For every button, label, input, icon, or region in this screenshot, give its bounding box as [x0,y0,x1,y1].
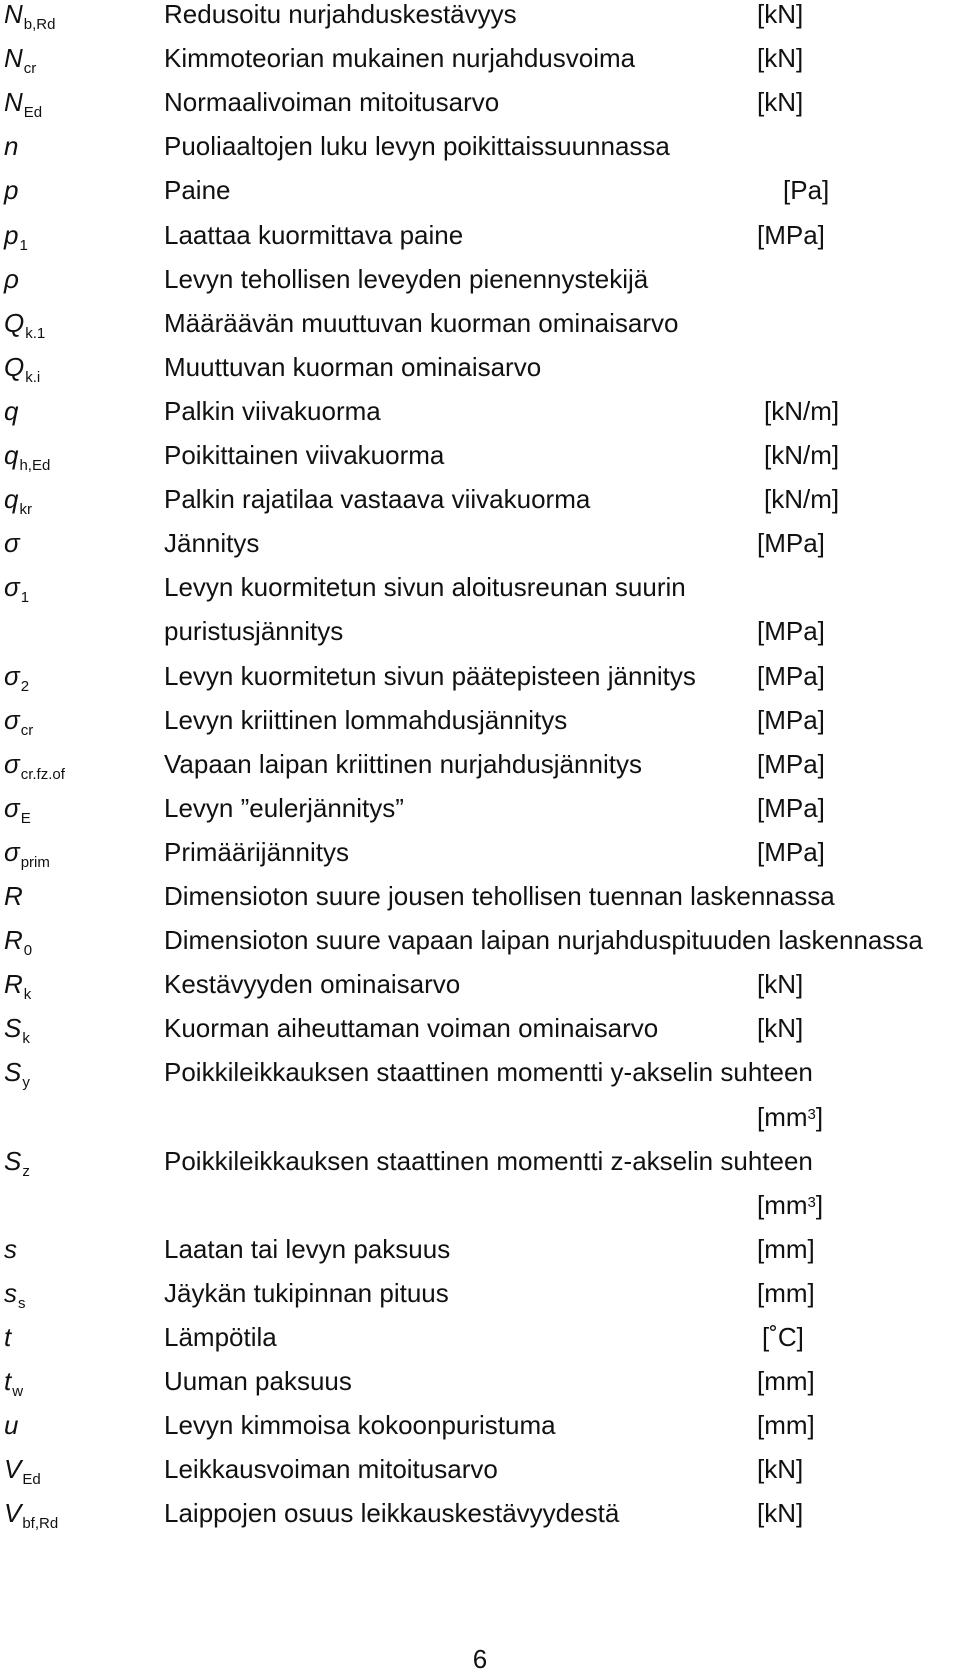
symbol-base: σ [4,528,20,559]
unit-text: [mm] [757,1410,815,1441]
symbol-row [0,700,960,740]
symbol-base: s [4,1233,17,1264]
symbol-row [0,259,960,299]
symbol [4,1273,26,1318]
symbol-unit [757,1008,803,1048]
symbol [4,920,32,965]
unit-exponent: 3 [807,1193,816,1211]
symbol-unit [757,832,825,872]
symbol-description: Poikittainen viivakuorma [164,440,445,470]
symbol [4,347,40,392]
symbol [4,1493,58,1538]
symbol-base: R [4,881,23,911]
symbol [4,215,28,260]
symbol-subscript: k [22,1030,30,1048]
symbol-description: Määräävän muuttuvan kuorman ominaisarvo [164,307,679,338]
unit-text: [kN] [757,1454,804,1485]
symbol-base: σ [4,572,20,603]
symbol-subscript: 2 [20,677,30,695]
symbol-description: Muuttuvan kuorman ominaisarvo [164,351,542,382]
symbol-subscript: b,Rd [23,16,56,33]
symbol [4,1405,18,1445]
symbol-description: Vapaan laipan kriittinen nurjahdusjännitys [164,748,642,779]
symbol-base: p [4,175,19,206]
symbol-row [0,744,960,784]
symbol-description: Levyn tehollisen leveyden pienennystekijä [164,263,649,294]
symbol-unit [764,391,839,431]
symbol [4,832,50,877]
symbol-base: q [4,484,19,515]
symbol-unit [757,1493,803,1533]
symbol-row [0,1097,960,1137]
symbol-description: Laattaa kuormittava paine [164,219,464,250]
symbol-description: Palkin rajatilaa vastaava viivakuorma [164,484,591,515]
symbol-unit [757,1185,823,1225]
symbol-description: Puoliaaltojen luku levyn poikittaissuunnassa [164,131,670,162]
symbol-row [0,1141,960,1181]
symbol [4,170,18,210]
symbol-row [0,215,960,255]
unit-text: [mm [757,1189,808,1220]
unit-close: ] [815,1189,824,1220]
symbol-base: t [4,1322,12,1352]
symbol-base: s [4,1277,17,1308]
symbol-base: σ [4,748,20,779]
symbol-row [0,1008,960,1048]
symbol-unit [757,1273,815,1313]
unit-text: [MPa] [757,836,825,867]
symbol [4,788,31,833]
unit-text: [kN] [757,0,804,29]
symbol-row [0,1185,960,1225]
symbol-base: Q [4,307,25,338]
symbol-row [0,1361,960,1401]
symbol [4,1317,11,1357]
symbol-row [0,479,960,519]
symbol [4,259,19,299]
symbol-row [0,38,960,78]
symbol-unit [757,1361,815,1401]
symbol-unit [757,1449,803,1489]
symbol-unit [757,656,825,696]
symbol-description: Levyn kuormitetun sivun aloitusreunan suurin [164,572,686,603]
symbol [4,567,29,612]
unit-exponent: 3 [807,1105,816,1123]
symbol-row [0,611,960,651]
symbol-description: Redusoitu nurjahduskestävyys [164,0,517,29]
symbol-subscript: w [12,1383,24,1401]
symbol-row [0,391,960,431]
symbol-base: S [4,1057,22,1088]
symbol-base: V [4,1454,22,1485]
symbol-subscript: Ed [22,1471,41,1489]
unit-text: [kN] [757,43,804,74]
symbol-subscript: z [22,1162,30,1180]
symbol-base: S [4,1013,22,1044]
symbol-subscript: cr [20,721,34,739]
symbol-description: Poikkileikkauksen staattinen momentti z-akselin suhteen [164,1145,813,1176]
unit-text: [kN] [757,969,804,1000]
symbol-row [0,435,960,475]
unit-text: [kN] [757,87,804,118]
symbol-row [0,920,960,960]
symbol-base: p [4,219,19,250]
symbol-unit [757,611,825,651]
symbol-base: σ [4,704,20,735]
symbol [4,126,18,166]
symbol-subscript: s [18,1294,26,1312]
symbol [4,656,29,701]
symbol-unit [757,38,803,78]
symbol [4,964,31,1009]
symbol-unit [757,744,825,784]
symbol [4,1361,23,1406]
symbol-row [0,126,960,166]
symbol-description: Laippojen osuus leikkauskestävyydestä [164,1498,620,1529]
symbol [4,391,18,431]
symbol-row [0,1052,960,1092]
unit-text: [MPa] [757,528,825,559]
symbol [4,303,45,348]
symbol-unit [757,788,825,828]
unit-text: [kN] [757,1498,804,1529]
symbol-row [0,788,960,828]
symbol [4,38,36,83]
symbol-subscript: 0 [23,942,33,960]
unit-text: [mm] [757,1366,815,1397]
unit-text: [kN/m] [764,440,840,470]
symbol-row [0,964,960,1004]
symbol-description: Kestävyyden ominaisarvo [164,969,461,1000]
symbol [4,876,23,916]
symbol-base: q [4,395,19,426]
symbol [4,1141,30,1186]
unit-text: [mm] [757,1277,815,1308]
symbol [4,1449,41,1494]
symbol [4,744,65,789]
symbol-row [0,303,960,343]
symbol-description: Leikkausvoiman mitoitusarvo [164,1454,498,1485]
symbol-row [0,567,960,607]
symbol-subscript: h,Ed [19,457,51,474]
symbol-description: Kuorman aiheuttaman voiman ominaisarvo [164,1013,659,1044]
symbol-base: u [4,1410,19,1441]
symbol-base: N [4,0,23,29]
symbol-base: σ [4,660,20,691]
symbol-unit [757,700,825,740]
symbol-description: Levyn ”eulerjännitys” [164,792,404,823]
symbol-row [0,1273,960,1313]
symbol-unit [757,1229,815,1269]
symbol-base: σ [4,836,20,867]
unit-text: [kN/m] [764,484,840,515]
symbol-subscript: k.i [25,368,41,386]
symbol-base: t [4,1366,12,1397]
symbol-unit [762,1317,804,1357]
symbol-subscript: k [23,986,32,1004]
symbol-description: Normaalivoiman mitoitusarvo [164,87,500,118]
symbol-base: S [4,1145,22,1176]
symbol-base: V [4,1498,22,1529]
symbol-row [0,1449,960,1489]
symbol-base: Q [4,351,25,382]
symbol-description: puristusjännitys [164,616,344,647]
symbol [4,1008,30,1053]
unit-text: [MPa] [757,660,825,691]
page-number: 6 [472,1644,488,1674]
symbol-subscript: Ed [23,104,43,122]
symbol-description: Uuman paksuus [164,1366,352,1397]
unit-text: [MPa] [757,792,825,823]
symbol [4,435,50,480]
symbol [4,0,55,39]
symbol-unit [757,1405,815,1445]
unit-text: [MPa] [757,219,825,250]
symbol-unit [757,523,825,563]
symbol-base: N [4,87,23,118]
symbol-unit [757,215,825,255]
symbol-unit [757,0,803,34]
unit-text: [kN/m] [764,395,840,426]
symbol-subscript: cr [23,60,37,78]
symbol-description: Levyn kimmoisa kokoonpuristuma [164,1410,556,1441]
symbol-base: N [4,43,23,74]
symbol-row [0,1317,960,1357]
symbol-unit [783,170,829,210]
symbol-base: σ [4,792,20,823]
symbol-description: Jännitys [164,528,260,559]
symbol-description: Paine [164,175,231,206]
symbol-unit [757,1097,823,1137]
symbol-row [0,656,960,696]
symbol-description: Laatan tai levyn paksuus [164,1233,451,1264]
symbol-row [0,523,960,563]
symbol-description: Levyn kuormitetun sivun päätepisteen jännitys [164,660,696,691]
symbol-description: Primäärijännitys [164,836,349,867]
unit-text: [mm] [757,1233,815,1264]
symbol [4,523,20,563]
symbol-subscript: 1 [19,236,28,254]
symbol-unit [764,479,839,519]
symbol [4,479,32,524]
unit-text: [MPa] [757,616,825,647]
symbol-description: Kimmoteorian mukainen nurjahdusvoima [164,43,636,74]
unit-text: [˚C] [762,1322,804,1352]
symbol-description: Dimensioton suure vapaan laipan nurjahduspituuden laskennassa [164,925,923,956]
symbol-subscript: cr.fz.of [20,765,65,783]
symbol-row [0,832,960,872]
symbol-subscript: bf,Rd [22,1515,59,1533]
symbol-base: ρ [4,263,19,294]
unit-text: [MPa] [757,748,825,779]
symbol-base: q [4,440,19,470]
unit-close: ] [815,1101,824,1132]
unit-text: [MPa] [757,704,825,735]
symbol-base: n [4,131,19,162]
symbol-row [0,170,960,210]
symbol-base: R [4,969,23,1000]
symbol-description: Dimensioton suure jousen tehollisen tuennan laskennassa [164,881,835,911]
symbol [4,1229,17,1269]
symbol-unit [764,435,839,475]
symbol [4,700,33,745]
symbol-subscript: y [22,1074,30,1092]
symbol-subscript: k.1 [25,324,46,342]
symbol-row [0,82,960,122]
symbol-description: Jäykän tukipinnan pituus [164,1277,449,1308]
symbol-row [0,1405,960,1445]
symbol-description: Poikkileikkauksen staattinen momentti y-akselin suhteen [164,1057,813,1088]
symbol-subscript: 1 [20,589,30,607]
symbol-unit [757,964,803,1004]
unit-text: [kN] [757,1013,804,1044]
symbol-description: Levyn kriittinen lommahdusjännitys [164,704,568,735]
unit-text: [Pa] [783,175,830,206]
symbol-row [0,0,960,34]
symbol-row [0,876,960,916]
symbol-base: R [4,925,23,956]
symbol-row [0,347,960,387]
symbol-subscript: prim [20,853,50,871]
symbol-description: Lämpötila [164,1322,277,1352]
symbol-row [0,1229,960,1269]
symbol-unit [757,82,803,122]
unit-text: [mm [757,1101,808,1132]
symbol-description: Palkin viivakuorma [164,395,381,426]
symbol-subscript: kr [19,501,32,519]
symbol [4,1052,30,1097]
symbol-subscript: E [20,809,31,827]
symbol-row [0,1493,960,1533]
symbol [4,82,42,127]
